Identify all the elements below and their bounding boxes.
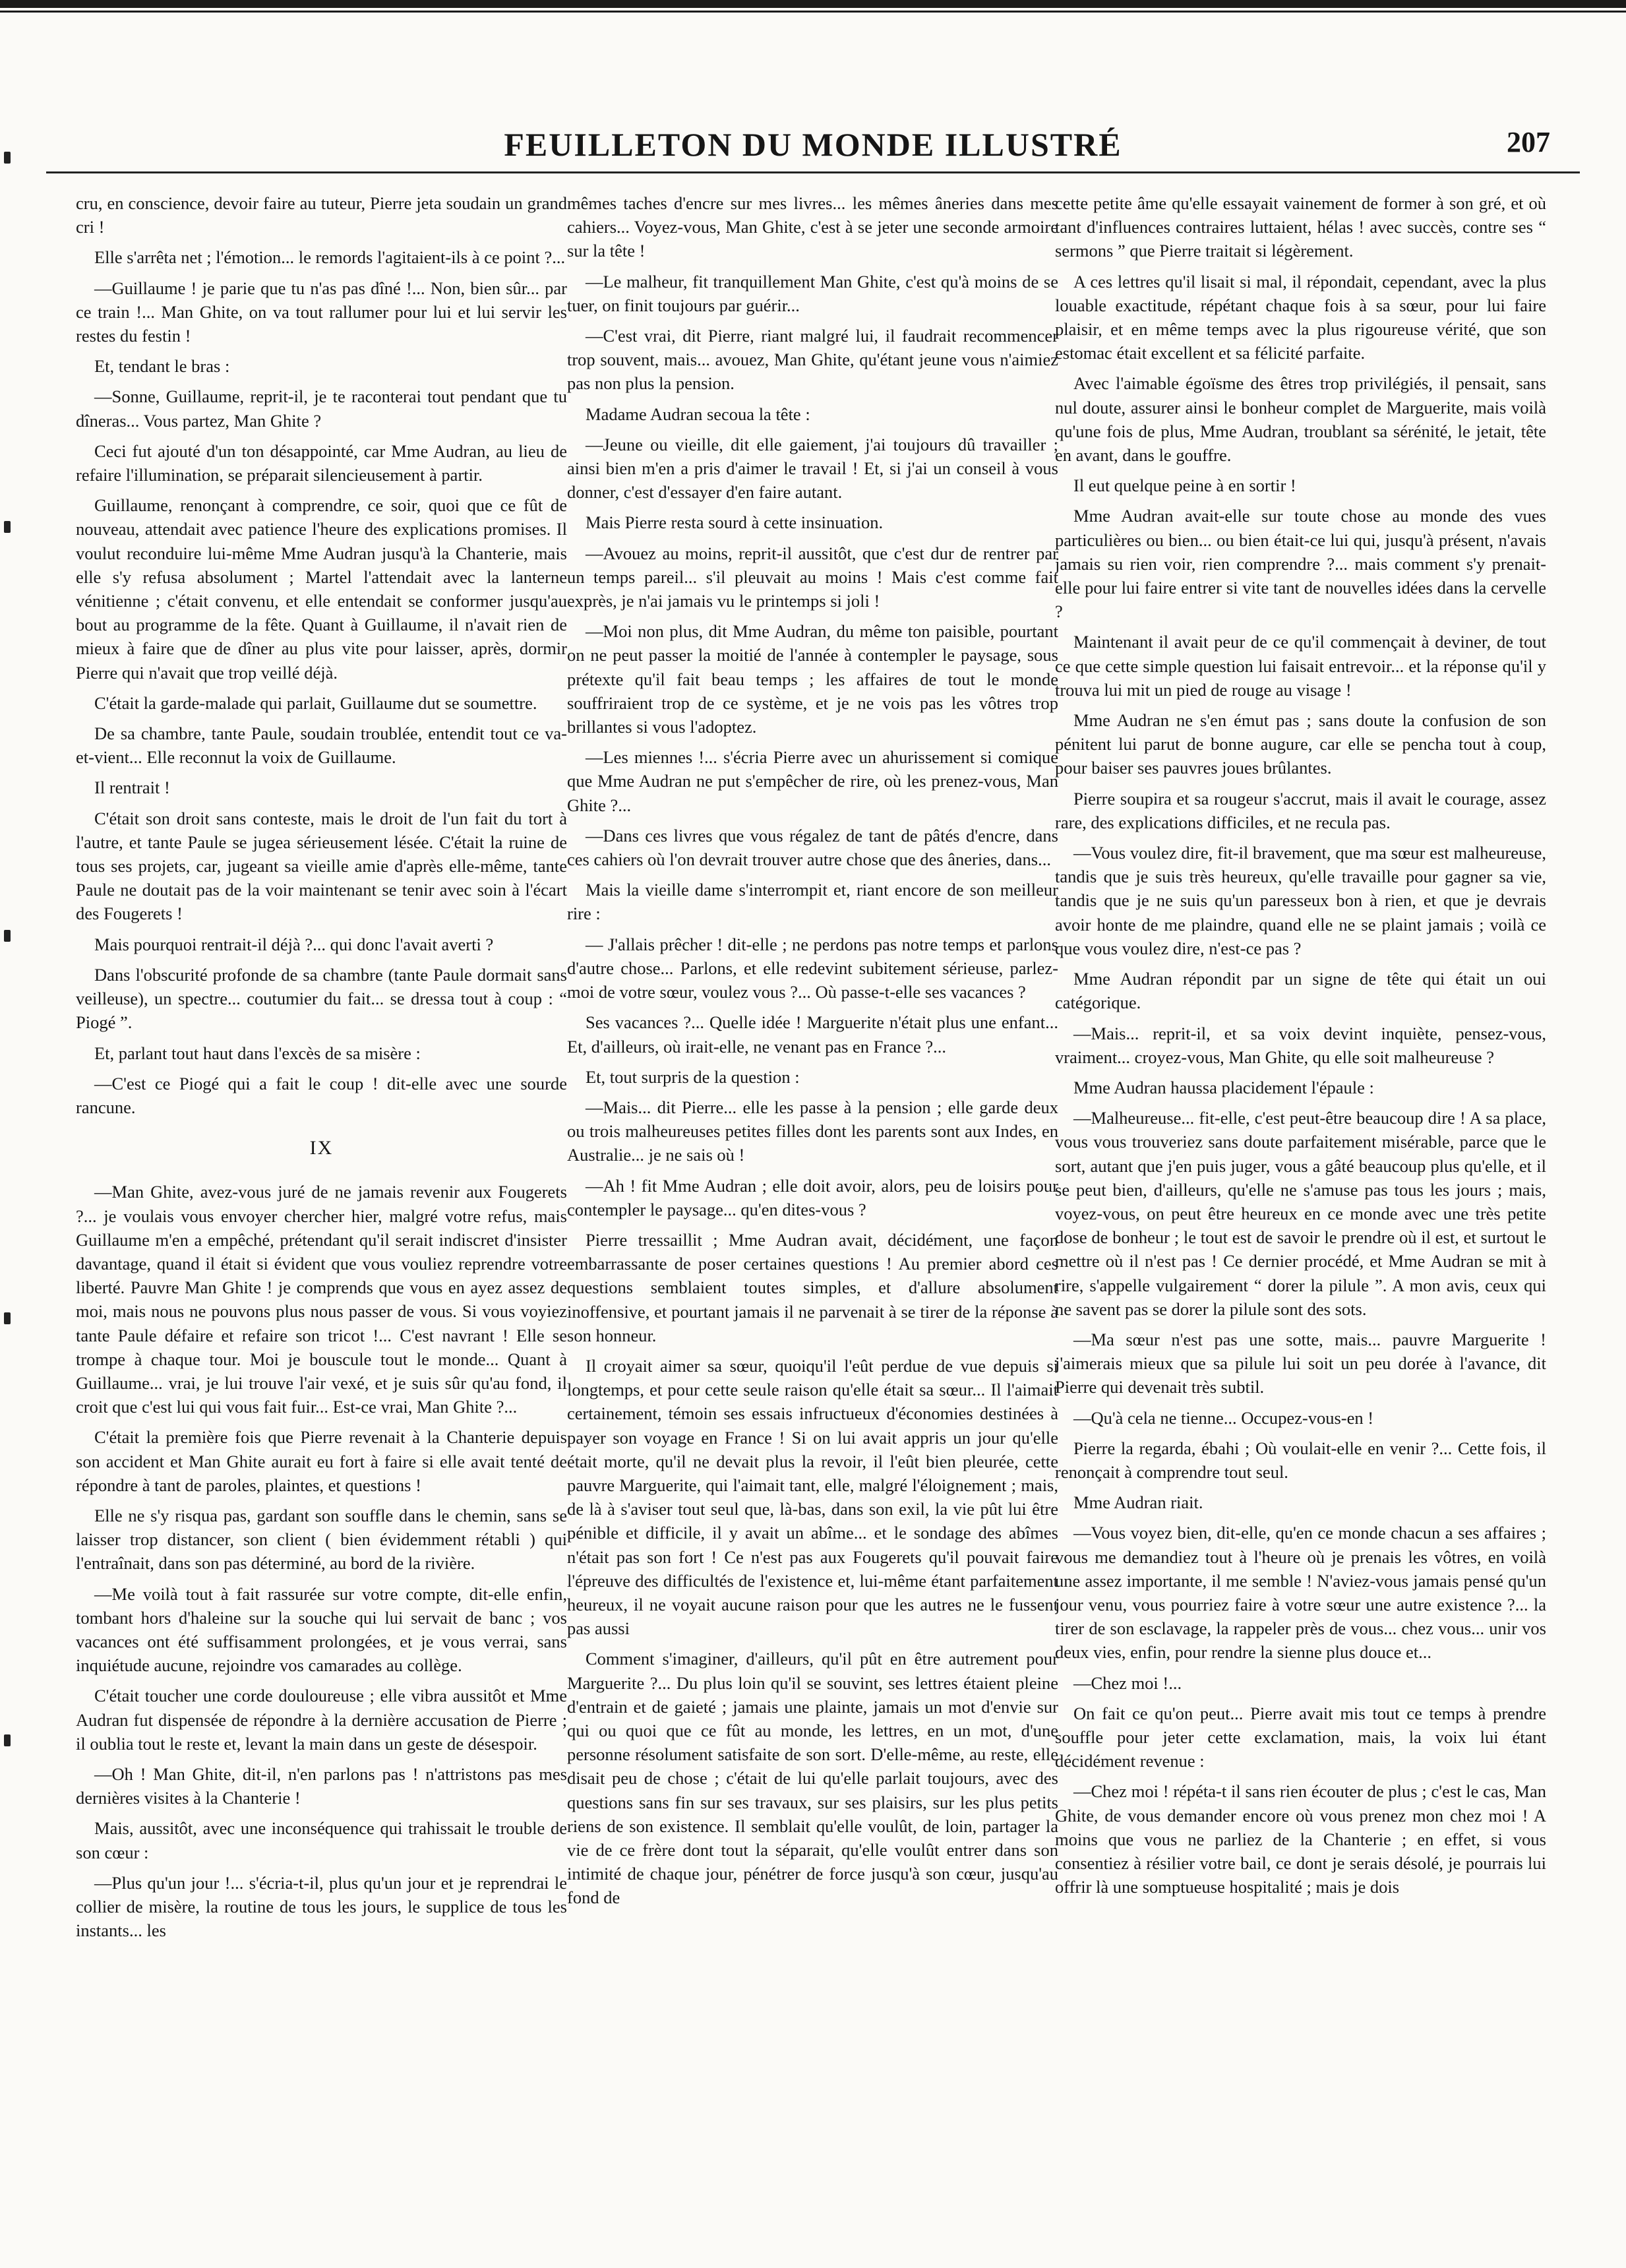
paragraph: —Me voilà tout à fait rassurée sur votre compte, dit-elle enfin, tombant hors d'haleine sur la souche qui lui servait de banc ; vos vacances ont été suffisamment prolongées, et je vous verrai, sans inquiétude aucune, rejoindre vos camarades au collège. [76, 1583, 567, 1676]
paragraph: Mme Audran haussa placidement l'épaule : [1073, 1077, 1374, 1097]
page-header [0, 125, 1626, 178]
paragraph: Elle s'arrêta net ; l'émotion... le remords l'agitaient-ils à ce point ?... [94, 247, 566, 268]
paragraph: —C'est vrai, dit Pierre, riant malgré lui, il faudrait recommencer trop souvent, mais... avouez, Man Ghite, qu'étant jeune vous n'aimiez pas non plus la pension. [567, 326, 1058, 394]
paragraph: Guillaume, renonçant à comprendre, ce soir, quoi que ce fût de nouveau, attendait avec patience l'heure des explications promises. Il voulut reconduire lui-même Mme Audran jusqu'à la Chanterie, mais elle s'y refusa absolument ; Martel l'attendait avec la lanterne vénitienne ; c'était convenu, et elle entendait se conformer jusqu'au bout au programme de la fête. Quant à Guillaume, il n'avait rien de mieux à faire que de dîner au plus vite pour laisser, après, dormir Pierre qui n'avait que trop veillé déjà. [76, 495, 567, 683]
paragraph: Mme Audran riait. [1073, 1492, 1203, 1513]
running-title: FEUILLETON DU MONDE ILLUSTRÉ [504, 126, 1122, 163]
paragraph: A ces lettres qu'il lisait si mal, il répondait, cependant, avec la plus louable exactitude, répétant chaque fois à sa sœur, pour lui faire plaisir, et en même temps avec la plus rigoureuse vérité, que son estomac était excellent et sa félicité parfaite. [1055, 271, 1546, 363]
paragraph: Mme Audran répondit par un signe de tête qui était un oui catégorique. [1055, 969, 1546, 1013]
header-rule [46, 171, 1580, 173]
paragraph: —Ma sœur n'est pas une sotte, mais... pauvre Marguerite ! j'aimerais mieux que sa pilule lui soit un peu dorée à l'avance, dit Pierre qui devenait très subtil. [1055, 1329, 1546, 1397]
margin-mark [4, 1312, 11, 1324]
text-column-2 [567, 191, 1058, 2249]
paragraph: Avec l'aimable égoïsme des êtres trop privilégiés, il pensait, sans nul doute, assurer ainsi le bonheur complet de Marguerite, mais voilà qu'une fois de plus, Mme Audran, troublant sa sérénité, le jetait, tête en avant, dans le gouffre. [1055, 373, 1546, 466]
paragraph: Il rentrait ! [94, 778, 170, 798]
paragraph: —Dans ces livres que vous régalez de tant de pâtés d'encre, dans ces cahiers où l'on devrait trouver autre chose que des âneries, dans... [567, 825, 1058, 870]
paragraph: C'était la première fois que Pierre revenait à la Chanterie depuis son accident et Man Ghite aurait eu fort à faire si elle avait tenté de répondre à tant de paroles, plaintes, et questions ! [76, 1427, 567, 1495]
paragraph: Et, tendant le bras : [94, 356, 230, 377]
paragraph: —Oh ! Man Ghite, dit-il, n'en parlons pas ! n'attristons pas mes dernières visites à la Chanterie ! [76, 1763, 567, 1808]
paragraph: Mais pourquoi rentrait-il déjà ?... qui donc l'avait averti ? [94, 934, 494, 954]
paragraph: Et, tout surpris de la question : [586, 1066, 800, 1087]
paragraph: —Les miennes !... s'écria Pierre avec un ahurissement si comique que Mme Audran ne put s'empêcher de rire, où les prenez-vous, Man Ghite ?... [567, 747, 1058, 815]
paragraph: —Jeune ou vieille, dit elle gaiement, j'ai toujours dû travailler ; ainsi bien m'en a pris d'aimer le travail ! Et, si j'ai un conseil à vous donner, c'est d'essayer d'en faire autant. [567, 434, 1058, 503]
paragraph: —Mais... reprit-il, et sa voix devint inquiète, pensez-vous, vraiment... croyez-vous, Man Ghite, qu elle soit malheureuse ? [1055, 1023, 1546, 1067]
paragraph: Mais Pierre resta sourd à cette insinuation. [586, 512, 884, 533]
paragraph: Mme Audran ne s'en émut pas ; sans doute la confusion de son pénitent lui parut de bonne augure, car elle se pencha tout à coup, pour baiser ses pauvres joues brûlantes. [1055, 710, 1546, 778]
paragraph: —Chez moi !... [1073, 1672, 1182, 1693]
paragraph: —Man Ghite, avez-vous juré de ne jamais revenir aux Fougerets ?... je voulais vous envoyer chercher hier, malgré votre refus, mais Guillaume m'en a empêché, prétendant qu'il serait indiscret d'insister davantage, quand il était si évident que vous vouliez reprendre votre liberté. Pauvre Man Ghite ! je comprends que vous en ayez assez de moi, mais nous ne pouvons plus nous passer de vous. Si vous voyiez tante Paule défaire et refaire son tricot !... C'est navrant ! Elle se trompe à chaque tour. Moi je bouscule tout le monde... Quant à Guillaume... vrai, je lui trouve l'air vexé, et je suis sûr qu'au fond, il croit que c'est lui qui vous fait fuir... Est-ce vrai, Man Ghite ?... [76, 1182, 567, 1417]
page-number: 207 [1507, 126, 1550, 158]
paragraph: —Sonne, Guillaume, reprit-il, je te raconterai tout pendant que tu dîneras... Vous partez, Man Ghite ? [76, 386, 567, 431]
paragraph: On fait ce qu'on peut... Pierre avait mis tout ce temps à prendre souffle pour jeter cette exclamation, mais, la voix lui étant décidément revenue : [1055, 1703, 1546, 1771]
paragraph: —Moi non plus, dit Mme Audran, du même ton paisible, pourtant on ne peut passer la moitié de l'année à contempler le paysage, sous prétexte qu'il fait beau temps ; les affaires de tout le monde souffriraient trop de ce système, et je ne vois pas les vôtres trop brillantes si vous l'adoptez. [567, 621, 1058, 737]
paragraph: C'était toucher une corde douloureuse ; elle vibra aussitôt et Mme Audran fut dispensée de répondre à la dernière accusation de Pierre ; il oublia tout le reste et, levant la main dans un geste de désespoir. [76, 1686, 567, 1754]
paragraph: Maintenant il avait peur de ce qu'il commençait à deviner, de tout ce que cette simple question lui faisait entrevoir... et la réponse qu'il y trouva lui mit un pied de rouge au visage ! [1055, 632, 1546, 700]
paragraph: Il eut quelque peine à en sortir ! [1073, 475, 1296, 496]
paragraph: —Malheureuse... fit-elle, c'est peut-être beaucoup dire ! A sa place, vous vous trouveriez sans doute parfaitement misérable, parce que le sort, autant que j'en puis juger, vous a gâté beaucoup plus qu'elle, et il se peut bien, d'ailleurs, qu'elle ne s'amuse pas tous les jours ; mais, voyez-vous, on peut être heureux en ce monde avec une très petite dose de bonheur ; le tout est de savoir le prendre où il est, et surtout le mettre où il n'est pas ! Ce dernier procédé, et Mme Audran se mit à rire, s'appelle vulgairement “ dorer la pilule ”. A mon avis, ceux qui ne savent pas se dorer la pilule sont des sots. [1055, 1108, 1546, 1319]
paragraph: —Avouez au moins, reprit-il aussitôt, que c'est dur de rentrer par un temps pareil... s'il pleuvait au moins ! Mais c'est comme fait exprès, je n'ai jamais vu le printemps si joli ! [567, 543, 1058, 611]
paragraph: —Vous voulez dire, fit-il bravement, que ma sœur est malheureuse, tandis que je suis très heureux, qu'elle travaille pour gagner sa vie, tandis que je ne suis qu'un paresseux bon à rien, et que je devrais avoir honte de me plaindre, quand elle ne se plaint jamais ; voilà ce que vous voulez dire, n'est-ce pas ? [1055, 843, 1546, 958]
paragraph: —C'est ce Piogé qui a fait le coup ! dit-elle avec une sourde rancune. [76, 1073, 567, 1117]
paragraph: C'était son droit sans conteste, mais le droit de l'un fait du tort à l'autre, et tante Paule se jugea sérieusement lésée. C'était la ruine de tous ses projets, car, jugeant sa vieille amie d'après elle-même, tante Paule ne doutait pas de la voir maintenant se tenir avec soin à l'écart des Fougerets ! [76, 808, 567, 924]
paragraph: Madame Audran secoua la tête : [586, 404, 810, 424]
paragraph: Ses vacances ?... Quelle idée ! Marguerite n'était plus une enfant... Et, d'ailleurs, où irait-elle, ne venant pas en France ?... [567, 1012, 1058, 1057]
paragraph: —Chez moi ! répéta-t il sans rien écouter de plus ; c'est le cas, Man Ghite, de vous demander encore où vous prenez mon chez moi ! A moins que vous ne parliez de la Chanterie ; en effet, si vous consentiez à résilier votre bail, ce dont je serais désolé, je pourrais lui offrir là une somptueuse hospitalité ; mais je dois [1055, 1781, 1546, 1897]
paragraph: Il croyait aimer sa sœur, quoiqu'il l'eût perdue de vue depuis si longtemps, et pour cette seule raison qu'elle était sa sœur... Il l'aimait certainement, témoin ses essais infructueux d'économies destinées à payer son voyage en France ! Si on lui avait appris un jour qu'elle était morte, qu'il ne devait plus la revoir, il l'eût bien pleurée, cette pauvre Marguerite, qui l'aimait tant, elle, malgré l'éloignement ; mais, de là à s'aviser tout seul que, là-bas, dans son exil, la vie pût lui être pénible et difficile, il y avait un abîme... et le sondage des abîmes n'était pas son fort ! Ce n'est pas aux Fougerets qu'il pouvait faire l'épreuve des difficultés de l'existence et, lui-même étant parfaitement heureux, il ne voyait aucune raison pour que les autres ne le fussent pas aussi [567, 1355, 1058, 1639]
paragraph: Comment s'imaginer, d'ailleurs, qu'il pût en être autrement pour Marguerite ?... Du plus loin qu'il se souvint, ses lettres étaient pleine d'entrain et de gaieté ; jamais une plainte, jamais un mot d'envie sur qui ou quoi que ce fût au monde, les lettres, en un mot, d'une personne résolument satisfaite de son sort. D'elle-même, au reste, elle disait peu de chose ; c'était de lui qu'elle parlait toujours, avec des questions sans fin sur ses travaux, sur ses plaisirs, sur les plus petits riens de son existence. Il semblait qu'elle voulût, de loin, partager la vie de ce frère dont tout la séparait, qu'elle voulût entrer dans son intimité de chaque jour, pénétrer de force jusqu'à son cœur, jusqu'au fond de [567, 1649, 1058, 1908]
paragraph: —Le malheur, fit tranquillement Man Ghite, c'est qu'à moins de se tuer, on finit toujours par guérir... [567, 271, 1058, 315]
paragraph: —Mais... dit Pierre... elle les passe à la pension ; elle garde deux ou trois malheureuses petites filles dont les parents sont aux Indes, en Australie... je ne sais où ! [567, 1097, 1058, 1165]
margin-mark [4, 930, 11, 942]
paragraph: —Vous voyez bien, dit-elle, qu'en ce monde chacun a ses affaires ; vous me demandiez tout à l'heure où je prenais les vôtres, en voilà une assez importante, il me semble ! N'aviez-vous jamais pensé qu'un jour venu, vous pourriez faire à votre sœur une autre existence ?... la tirer de son esclavage, la rappeler près de vous... chez vous... unir vos deux vies, enfin, pour rendre la sienne plus douce et... [1055, 1523, 1546, 1663]
paragraph: Mais la vieille dame s'interrompit et, riant encore de son meilleur rire : [567, 880, 1058, 924]
paragraph: Mme Audran avait-elle sur toute chose au monde des vues particulières ou bien... ou bien était-ce lui qui, jusqu'à présent, n'avais jamais su rien voir, rien comprendre ?... mais comment s'y prenait-elle pour lui faire entrer si vite tant de nouvelles idées dans la cervelle ? [1055, 506, 1546, 622]
top-border-thin [0, 11, 1626, 13]
paragraph: De sa chambre, tante Paule, soudain troublée, entendit tout ce va-et-vient... Elle reconnut la voix de Guillaume. [76, 723, 567, 768]
top-border [0, 0, 1626, 8]
paragraph: cette petite âme qu'elle essayait vainement de former à son gré, et où tant d'influences contraires luttaient, hélas ! avec succès, contre ses “ sermons ” que Pierre traitait si légèrement. [1055, 193, 1546, 261]
paragraph: Ceci fut ajouté d'un ton désappointé, car Mme Audran, au lieu de refaire l'illumination, se préparait silencieusement à partir. [76, 441, 567, 485]
margin-mark [4, 1734, 11, 1746]
text-column-1 [76, 191, 567, 2249]
paragraph: —Plus qu'un jour !... s'écria-t-il, plus qu'un jour et je reprendrai le collier de misère, la routine de tous les jours, le supplice de tous les instants... les [76, 1872, 567, 1941]
paragraph: Mais, aussitôt, avec une inconséquence qui trahissait le trouble de son cœur : [76, 1818, 567, 1862]
paragraph: — J'allais prêcher ! dit-elle ; ne perdons pas notre temps et parlons d'autre chose... Parlons, et elle redevint subitement sérieuse, parlez-moi de votre sœur, voulez vous ?... Où passe-t-elle ses vacances ? [567, 934, 1058, 1002]
paragraph: mêmes taches d'encre sur mes livres... les mêmes âneries dans mes cahiers... Voyez-vous, Man Ghite, c'est à se jeter une seconde armoire sur la tête ! [567, 193, 1058, 261]
paragraph: Pierre la regarda, ébahi ; Où voulait-elle en venir ?... Cette fois, il renonçait à comprendre tout seul. [1055, 1438, 1546, 1482]
paragraph: —Qu'à cela ne tienne... Occupez-vous-en ! [1073, 1407, 1374, 1428]
paragraph: C'était la garde-malade qui parlait, Guillaume dut se soumettre. [94, 692, 537, 713]
margin-mark [4, 152, 11, 164]
chapter-heading: IX [309, 1137, 334, 1159]
paragraph: Elle ne s'y risqua pas, gardant son souffle dans le chemin, sans se laisser trop distancer, son client ( bien évidemment rétabli ) qui l'entraînait, dans son pas déterminé, au bord de la rivière. [76, 1505, 567, 1574]
paragraph: Et, parlant tout haut dans l'excès de sa misère : [94, 1043, 421, 1063]
paragraph: Pierre tressaillit ; Mme Audran avait, décidément, une façon embarrassante de poser certaines questions ! Au premier abord ces questions semblaient toutes simples, et d'allure absolument inoffensive, et pourtant jamais il ne parvenait à se tirer de la réponse à son honneur. [567, 1229, 1058, 1345]
margin-mark [4, 521, 11, 533]
paragraph: Pierre soupira et sa rougeur s'accrut, mais il avait le courage, assez rare, des explications difficiles, et ne recula pas. [1055, 788, 1546, 832]
paragraph: —Ah ! fit Mme Audran ; elle doit avoir, alors, peu de loisirs pour contempler le paysage... qu'en dites-vous ? [567, 1175, 1058, 1219]
paragraph: Dans l'obscurité profonde de sa chambre (tante Paule dormait sans veilleuse), un spectre... coutumier du fait... se dressa tout à coup : “ Piogé ”. [76, 964, 567, 1033]
paragraph: —Guillaume ! je parie que tu n'as pas dîné !... Non, bien sûr... par ce train !... Man Ghite, on va tout rallumer pour lui et lui servir les restes du festin ! [76, 278, 567, 346]
text-column-3 [1055, 191, 1546, 2249]
paragraph: cru, en conscience, devoir faire au tuteur, Pierre jeta soudain un grand cri ! [76, 193, 567, 237]
